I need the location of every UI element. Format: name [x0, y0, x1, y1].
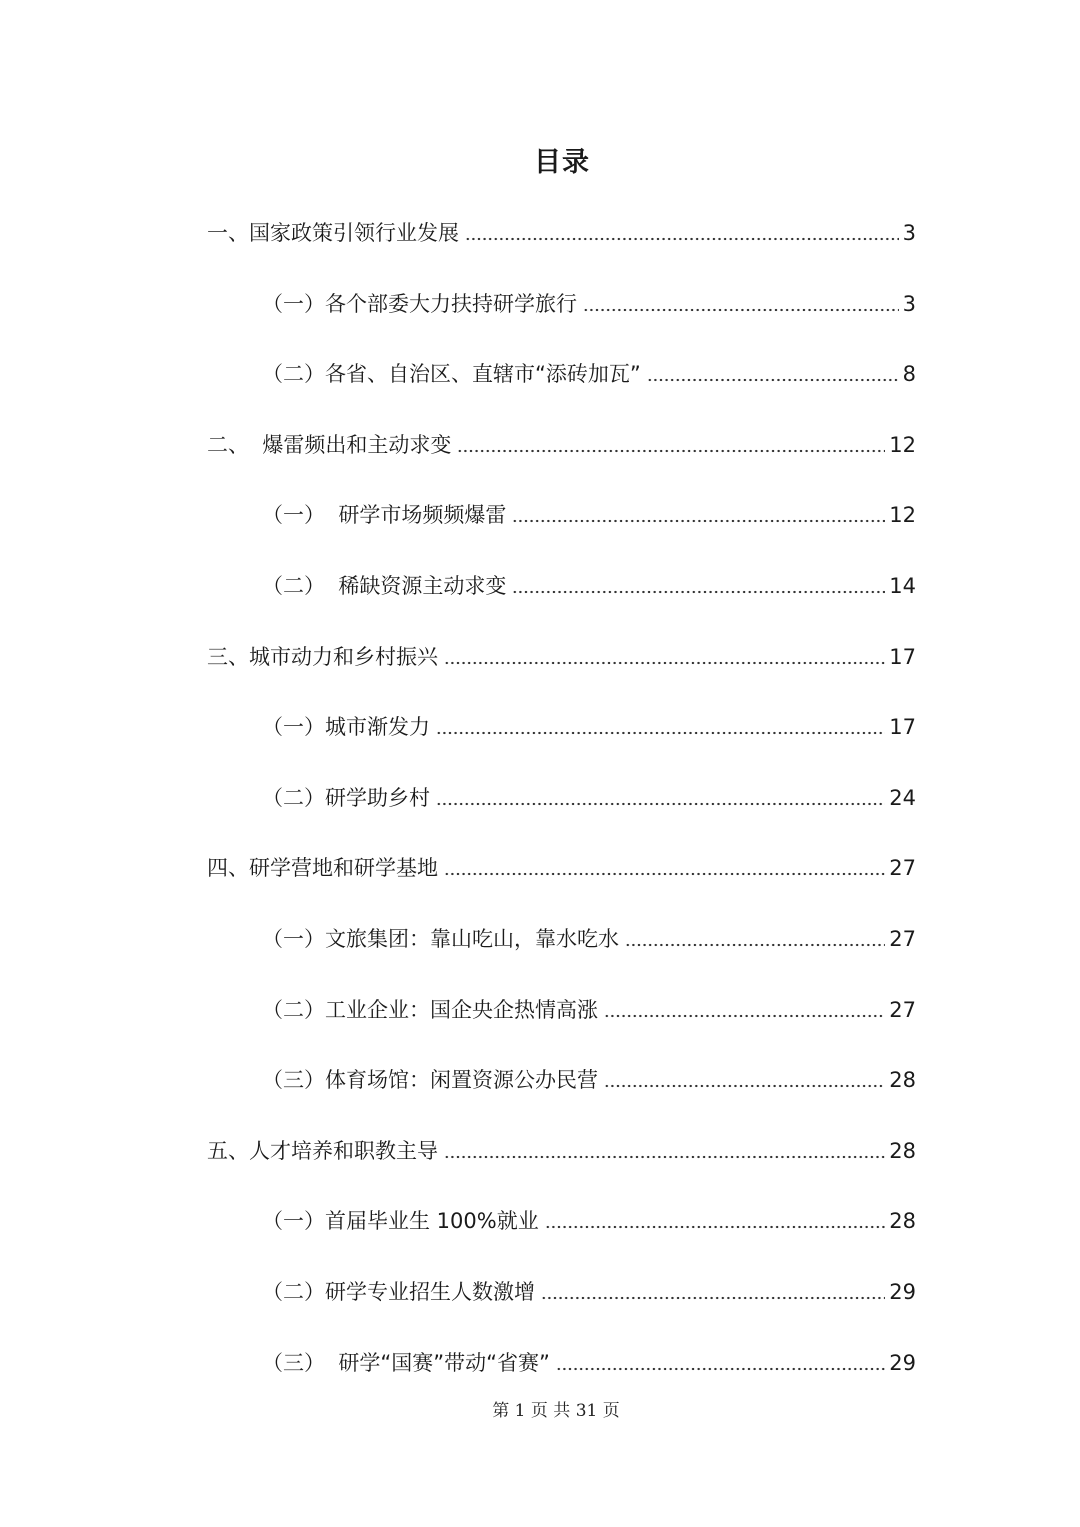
toc-entry-label: （二）工业企业：国企央企热情高涨 — [262, 998, 598, 1022]
toc-leader-dots — [625, 943, 885, 947]
toc-entry[interactable] — [207, 847, 916, 881]
toc-entry-label: （三） 研学“国赛”带动“省赛” — [262, 1351, 550, 1375]
toc-entry[interactable] — [262, 353, 916, 387]
toc-entry-page-number: 24 — [889, 786, 916, 810]
toc-entry-page-number: 17 — [889, 645, 916, 669]
toc-entry-label: （二）研学专业招生人数激增 — [262, 1280, 535, 1304]
toc-entry-page-number: 29 — [889, 1280, 916, 1304]
toc-entry[interactable] — [262, 918, 916, 952]
toc-entry-label: （二）研学助乡村 — [262, 786, 430, 810]
toc-entry[interactable] — [207, 424, 916, 458]
toc-entry-label: 五、人才培养和职教主导 — [207, 1139, 438, 1163]
toc-leader-dots — [541, 1296, 885, 1300]
toc-entry-label: （一） 研学市场频频爆雷 — [262, 503, 507, 527]
toc-entry-page-number: 28 — [889, 1139, 916, 1163]
toc-leader-dots — [583, 308, 899, 312]
toc-entry-label: （三）体育场馆：闲置资源公办民营 — [262, 1068, 598, 1092]
toc-entry-label: （一）文旅集团：靠山吃山，靠水吃水 — [262, 927, 619, 951]
toc-entry[interactable] — [262, 1271, 916, 1305]
toc-entry-page-number: 17 — [889, 715, 916, 739]
toc-entry-label: 一、国家政策引领行业发展 — [207, 221, 459, 245]
toc-entry-page-number: 27 — [889, 927, 916, 951]
toc-entry[interactable] — [262, 283, 916, 317]
toc-entry[interactable] — [207, 636, 916, 670]
toc-entry-label: （一）城市渐发力 — [262, 715, 430, 739]
toc-leader-dots — [556, 1367, 885, 1371]
toc-entry-page-number: 3 — [902, 221, 916, 245]
toc-entry[interactable] — [262, 777, 916, 811]
toc-entry-page-number: 27 — [889, 856, 916, 880]
toc-leader-dots — [444, 1155, 885, 1159]
toc-leader-dots — [436, 731, 885, 735]
toc-entry[interactable] — [262, 1059, 916, 1093]
toc-leader-dots — [465, 237, 899, 241]
toc-entry-label: （一）首届毕业生 100%就业 — [262, 1209, 539, 1233]
toc-entry-label: 四、研学营地和研学基地 — [207, 856, 438, 880]
toc-entry[interactable] — [262, 1200, 916, 1234]
toc-entry-label: （一）各个部委大力扶持研学旅行 — [262, 292, 577, 316]
toc-entry-label: （二） 稀缺资源主动求变 — [262, 574, 507, 598]
toc-entry-page-number: 28 — [889, 1068, 916, 1092]
toc-leader-dots — [512, 519, 885, 523]
toc-entry-page-number: 14 — [889, 574, 916, 598]
toc-leader-dots — [604, 1084, 885, 1088]
page-footer: 第 1 页 共 31 页 — [492, 1401, 620, 1421]
toc-entry-label: （二）各省、自治区、直辖市“添砖加瓦” — [262, 362, 641, 386]
toc-entry-label: 三、城市动力和乡村振兴 — [207, 645, 438, 669]
toc-leader-dots — [444, 661, 885, 665]
toc-leader-dots — [545, 1225, 886, 1229]
toc-leader-dots — [604, 1014, 885, 1018]
toc-entry[interactable] — [262, 494, 916, 528]
toc-entry[interactable] — [262, 565, 916, 599]
toc-entry[interactable] — [262, 706, 916, 740]
toc-entry-page-number: 12 — [889, 503, 916, 527]
toc-entry-page-number: 27 — [889, 998, 916, 1022]
toc-leader-dots — [647, 378, 899, 382]
toc-leader-dots — [436, 802, 885, 806]
toc-entry-page-number: 3 — [902, 292, 916, 316]
toc-entry-page-number: 28 — [889, 1209, 916, 1233]
toc-entry[interactable] — [262, 989, 916, 1023]
toc-entry-page-number: 12 — [889, 433, 916, 457]
toc-entry[interactable] — [207, 1130, 916, 1164]
toc-entry[interactable] — [262, 1342, 916, 1376]
page-title: 目录 — [534, 147, 590, 178]
toc-entry-label: 二、 爆雷频出和主动求变 — [207, 433, 452, 457]
toc-leader-dots — [512, 590, 885, 594]
toc-leader-dots — [457, 449, 885, 453]
toc-entry-page-number: 29 — [889, 1351, 916, 1375]
toc-entry[interactable] — [207, 212, 916, 246]
toc-leader-dots — [444, 872, 885, 876]
toc-entry-page-number: 8 — [902, 362, 916, 386]
